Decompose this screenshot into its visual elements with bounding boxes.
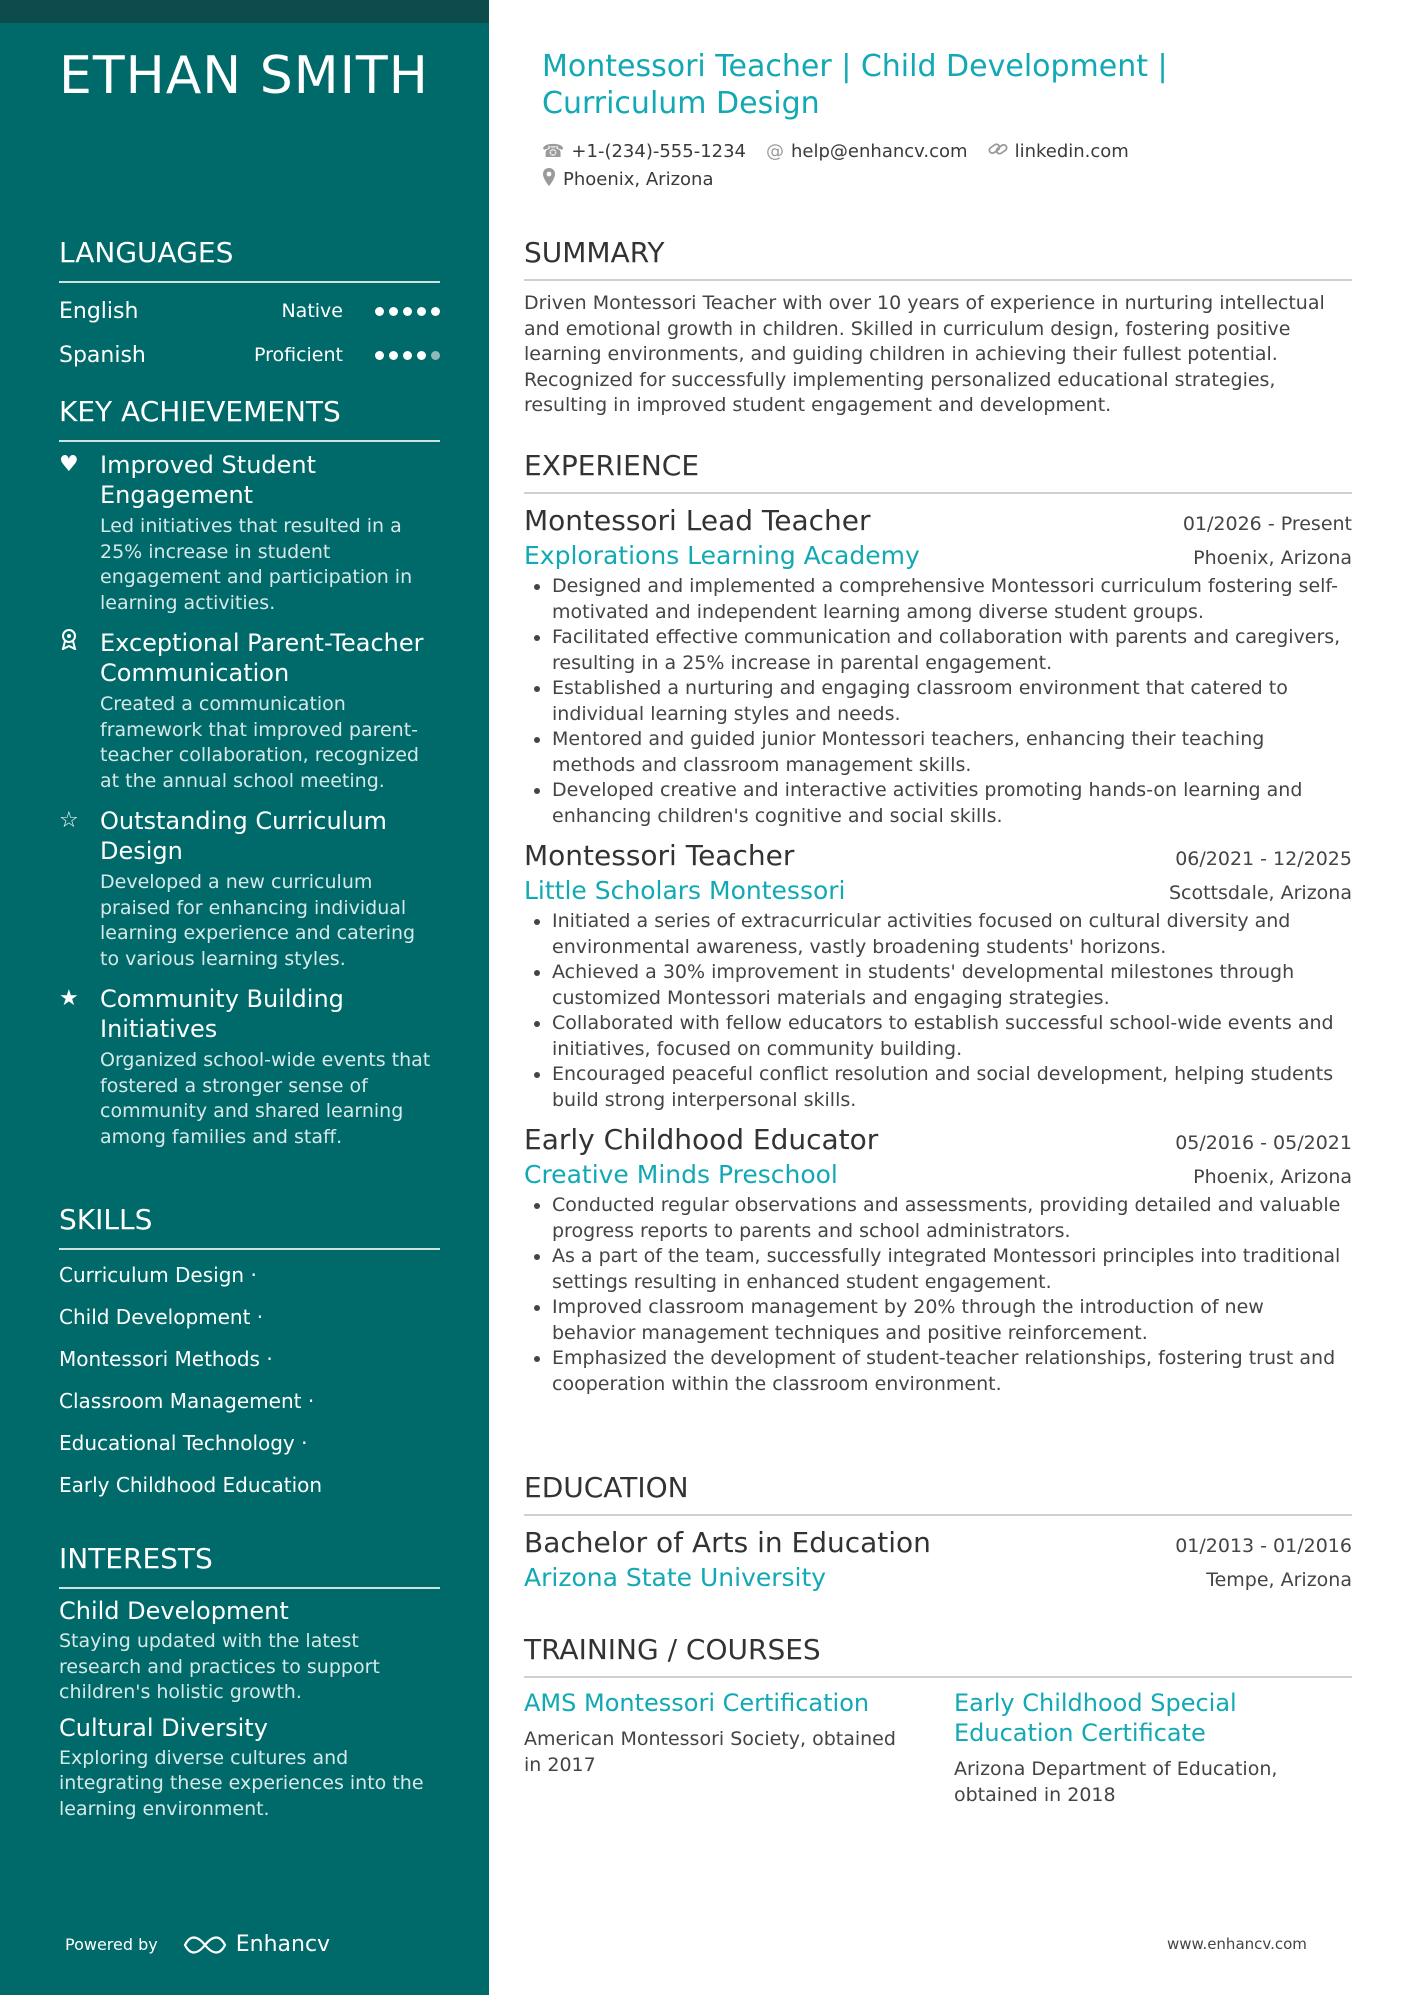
job-dates: 01/2026 - Present [1182,513,1352,535]
contact-location [542,167,713,192]
job-entry [524,504,1352,829]
bullet: • Established a nurturing and engaging classroom environment that catered to individual learning styles and needs. [552,676,1352,727]
interests-title: INTERESTS [59,1542,440,1589]
bullet: • As a part of the team, successfully integrated Montessori principles into traditional settings resulting in enhanced student engagement. [552,1244,1352,1295]
job-bullets [524,909,1352,1113]
language-name: Spanish [59,342,146,368]
achievement-desc: Created a communication framework that improved parent-teacher collaboration, recognized at the annual school meeting. [100,693,419,792]
interest-title: Cultural Diversity [59,1713,268,1742]
training-section [524,1633,1352,1808]
bullet: • Designed and implemented a comprehensive Montessori curriculum fostering self-motivated and independent learning among diverse student groups. [552,574,1352,625]
achievement-title: Improved Student Engagement [100,451,317,509]
job-title: Montessori Teacher [524,839,795,872]
job-dates: 05/2016 - 05/2021 [1175,1132,1352,1154]
course-item [954,1688,1340,1808]
achievements-section [59,395,440,1150]
achievement-title: Exceptional Parent-Teacher Communication [100,629,424,687]
job-dates: 06/2021 - 12/2025 [1175,848,1352,870]
proficiency-dots [375,307,440,316]
bullet: • Mentored and guided junior Montessori teachers, enhancing their teaching methods and classroom management skills. [552,727,1352,778]
candidate-name: ETHAN SMITH [59,46,429,106]
achievement-title: Outstanding Curriculum Design [100,807,387,865]
skill-item: Montessori Methods · [59,1347,273,1371]
skill-item: Curriculum Design · [59,1263,257,1287]
skills-title: SKILLS [59,1203,440,1250]
dot [389,351,398,360]
powered-by-label: Powered by [65,1935,158,1954]
course-desc: American Montessori Society, obtained in 2017 [524,1728,896,1776]
achievement-item [59,806,440,972]
phone-icon: ☎ [542,140,565,162]
job-title: Early Childhood Educator [524,1123,879,1156]
contact-phone[interactable] [542,141,746,162]
star-icon: ★ [59,986,79,1011]
education-dates: 01/2013 - 01/2016 [1175,1535,1352,1557]
enhancv-logo-icon [182,1934,228,1956]
dot [417,351,426,360]
skill-item: Early Childhood Education [59,1473,323,1497]
dot [403,351,412,360]
enhancv-logo[interactable] [182,1932,330,1957]
achievement-desc: Organized school-wide events that fostered a stronger sense of community and shared learning among families and staff. [100,1049,431,1148]
interest-title: Child Development [59,1597,289,1625]
bullet: • Facilitated effective communication and collaboration with parents and caregivers, resulting in a 25% increase in parental engagement. [552,625,1352,676]
language-level: Proficient [253,344,343,366]
achievement-item [59,628,440,794]
skills-section [59,1203,440,1506]
job-location: Scottsdale, Arizona [1168,882,1352,904]
link-icon [988,140,1008,163]
job-bullets [524,574,1352,829]
skill-item: Classroom Management · [59,1389,315,1413]
contact-email[interactable] [766,141,968,162]
job-location: Phoenix, Arizona [1193,547,1352,569]
experience-section [524,449,1352,1397]
dot [375,307,384,316]
summary-section [524,236,1352,419]
interests-section [59,1542,440,1822]
course-desc: Arizona Department of Education, obtained in 2018 [954,1758,1278,1806]
summary-title: SUMMARY [524,236,1352,281]
skill-item: Educational Technology · [59,1431,308,1455]
linkedin-text: linkedin.com [1014,140,1129,162]
star-outline-icon: ☆ [59,808,79,833]
language-item [59,289,440,333]
contact-info [542,137,1129,193]
languages-section [59,236,440,377]
degree: Bachelor of Arts in Education [524,1526,931,1559]
job-bullets [524,1193,1352,1397]
bullet: • Collaborated with fellow educators to establish successful school-wide events and initiatives, focused on community building. [552,1011,1352,1062]
experience-title: EXPERIENCE [524,449,1352,494]
proficiency-dots [375,351,440,360]
bullet: • Improved classroom management by 20% through the introduction of new behavior management techniques and positive reinforcement. [552,1295,1352,1346]
achievement-item [59,984,440,1150]
interest-desc: Exploring diverse cultures and integrating these experiences into the learning environment. [59,1746,424,1820]
interest-item [59,1714,440,1823]
job-entry [524,1123,1352,1397]
powered-by [65,1932,330,1957]
bullet: • Initiated a series of extracurricular activities focused on cultural diversity and environmental awareness, vastly broadening students' horizons. [552,909,1352,960]
heart-icon: ♥ [59,452,79,477]
job-title: Montessori Lead Teacher [524,504,871,537]
dot [375,351,384,360]
summary-text: Driven Montessori Teacher with over 10 years of experience in nurturing intellectual and emotional growth in children. Skilled in curriculum design, fostering positive learning environments, and guiding children in achieving their fullest potential. Recognized for successfully implementing personalized educational strategies, resulting in improved student engagement and development. [524,292,1325,416]
contact-linkedin[interactable] [988,140,1129,163]
dot [417,307,426,316]
training-title: TRAINING / COURSES [524,1633,1352,1678]
bullet: • Emphasized the development of student-teacher relationships, fostering trust and cooperation within the classroom environment. [552,1346,1352,1397]
sidebar [0,0,489,1995]
bullet: • Developed creative and interactive activities promoting hands-on learning and enhancing children's cognitive and social skills. [552,778,1352,829]
at-icon: @ [766,140,785,162]
education-entry [524,1526,1352,1592]
dot [431,307,440,316]
school-location: Tempe, Arizona [1206,1569,1352,1591]
course-title: AMS Montessori Certification [524,1689,870,1717]
sidebar-top-bar [0,0,489,23]
headline: Montessori Teacher | Child Development | Curriculum Design [542,49,1168,121]
job-location: Phoenix, Arizona [1193,1166,1352,1188]
language-item [59,333,440,377]
interest-desc: Staying updated with the latest research and practices to support children's holistic growth. [59,1630,380,1703]
award-icon [59,628,100,794]
job-entry [524,839,1352,1113]
language-level: Native [281,300,343,322]
education-section [524,1471,1352,1592]
languages-title: LANGUAGES [59,236,440,283]
phone-text: +1-(234)-555-1234 [571,140,747,162]
bullet: • Encouraged peaceful conflict resolution and social development, helping students build strong interpersonal skills. [552,1062,1352,1113]
course-title: Early Childhood Special Education Certificate [954,1689,1237,1747]
language-name: English [59,298,139,324]
achievement-title: Community Building Initiatives [100,985,344,1043]
achievements-title: KEY ACHIEVEMENTS [59,395,440,442]
achievement-desc: Led initiatives that resulted in a 25% increase in student engagement and participation in learning activities. [100,515,413,614]
footer-url[interactable]: www.enhancv.com [1167,1935,1307,1953]
interest-item [59,1597,440,1706]
dot [389,307,398,316]
dot [403,307,412,316]
skill-item: Child Development · [59,1305,264,1329]
company-name: Little Scholars Montessori [524,876,846,905]
company-name: Explorations Learning Academy [524,541,920,570]
location-text: Phoenix, Arizona [563,168,714,190]
email-text: help@enhancv.com [791,140,968,162]
course-item [524,1688,910,1808]
achievement-desc: Developed a new curriculum praised for enhancing individual learning experience and catering to various learning styles. [100,871,416,970]
location-pin-icon [542,167,556,192]
dot-empty [431,351,440,360]
achievement-item [59,450,440,616]
school-name: Arizona State University [524,1563,827,1592]
bullet: • Achieved a 30% improvement in students' developmental milestones through customized Montessori materials and engaging strategies. [552,960,1352,1011]
brand-name: Enhancv [235,1932,331,1957]
company-name: Creative Minds Preschool [524,1160,838,1189]
education-title: EDUCATION [524,1471,1352,1516]
bullet: • Conducted regular observations and assessments, providing detailed and valuable progress reports to parents and school administrators. [552,1193,1352,1244]
